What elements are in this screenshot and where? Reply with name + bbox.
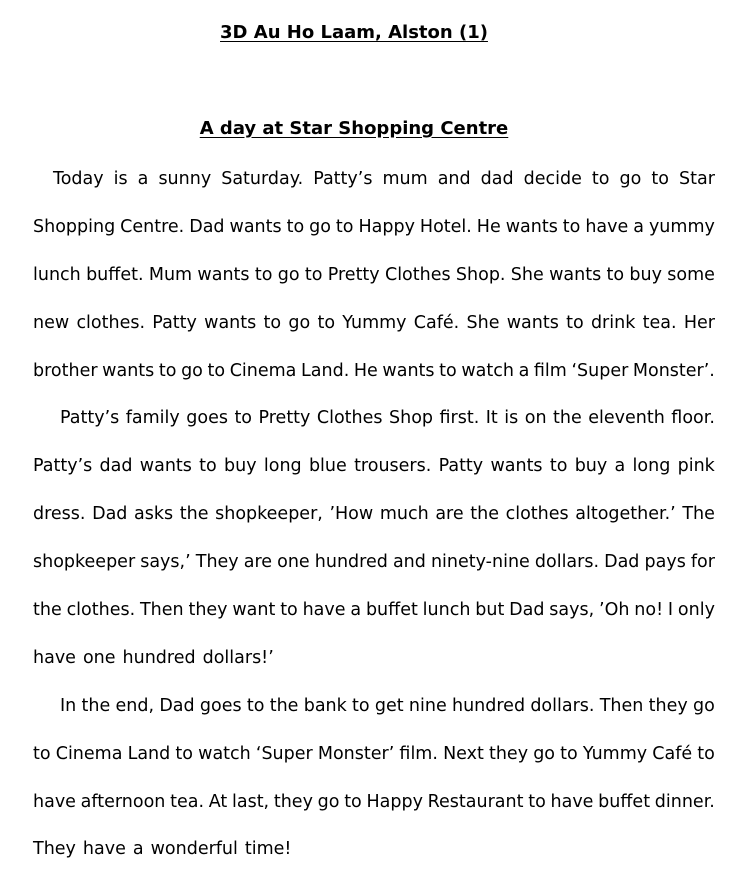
story-line: They have a wonderful time! (33, 839, 292, 860)
story-line: Today is a sunny Saturday. Patty’s mum and dad decide to go to Star (53, 169, 715, 189)
story-title: A day at Star Shopping Centre (199, 118, 509, 139)
story-line: Patty’s dad wants to buy long blue trousers. Patty wants to buy a long pink (33, 456, 715, 477)
author-heading: 3D Au Ho Laam, Alston (1) (220, 22, 488, 43)
story-line: have one hundred dollars!’ (33, 647, 274, 668)
story-line: lunch buffet. Mum wants to go to Pretty Clothes Shop. She wants to buy some (33, 264, 715, 285)
story-line: brother wants to go to Cinema Land. He wants to watch a film ‘Super Monster’. (33, 360, 715, 381)
story-line: the clothes. Then they want to have a buffet lunch but Dad says, ’Oh no! I only (33, 600, 715, 621)
story-line: shopkeeper says,’ They are one hundred and ninety-nine dollars. Dad pays for (33, 552, 715, 573)
story-line: new clothes. Patty wants to go to Yummy Café. She wants to drink tea. Her (33, 312, 715, 333)
story-body (33, 156, 715, 874)
story-line: dress. Dad asks the shopkeeper, ’How much are the clothes altogether.’ The (33, 504, 715, 525)
story-line: have afternoon tea. At last, they go to Happy Restaurant to have buffet dinner. (33, 791, 715, 812)
story-line: to Cinema Land to watch ‘Super Monster’ film. Next they go to Yummy Café to (33, 743, 715, 764)
story-line: In the end, Dad goes to the bank to get nine hundred dollars. Then they go (60, 695, 715, 716)
story-line: Patty’s family goes to Pretty Clothes Shop first. It is on the eleventh floor. (60, 408, 715, 429)
story-line: Shopping Centre. Dad wants to go to Happy Hotel. He wants to have a yummy (33, 216, 715, 237)
